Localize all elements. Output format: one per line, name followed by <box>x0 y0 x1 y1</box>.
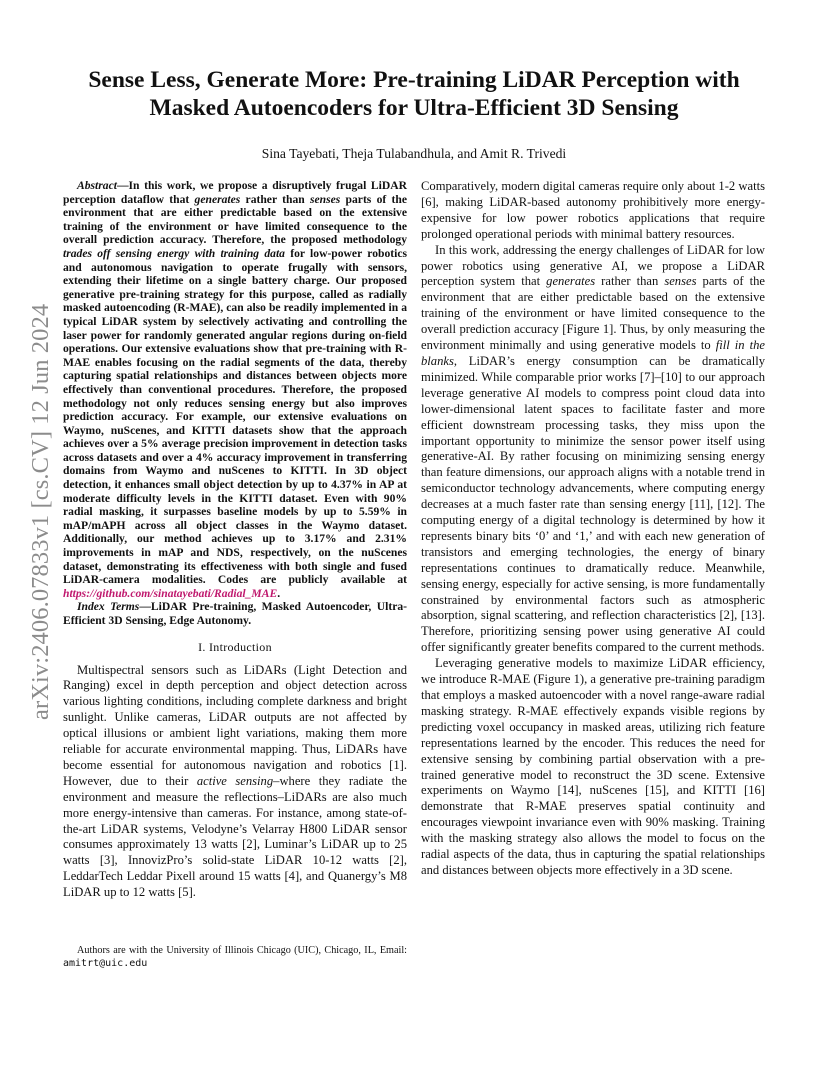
paper-title: Sense Less, Generate More: Pre-training LiDAR Perception with Masked Autoencoders for Ultra-Efficient 3D Sensing <box>88 67 740 121</box>
abstract-text: —In this work, we propose a disruptively frugal LiDAR perception dataflow that <box>63 179 407 206</box>
abstract <box>63 179 407 600</box>
abstract-emphasis: trades off sensing energy with training data <box>63 246 285 260</box>
intro-text: , LiDAR’s energy consumption can be dramatically minimized. While comparable prior works [7]–[10] to our approach leverage generative AI models to compress point cloud data into lower-dimensional latent spaces to facilitate faster and more efficient downstream processing tasks, they miss upon the important opportunity to minimize the sensor power itself using generative-AI. By rather focusing on minimizing sensing energy than feature dimensions, our approach aligns with a notable trend in semiconductor technology advancements, where computing energy decreases at a much faster rate than sensing energy [11], [12]. The computing energy of a digital technology is determined by how it represents binary bits ‘0’ and ‘1,’ and with each new generation of transistors and emerging technologies, the energy of binary representations continues to dramatically reduce. Meanwhile, sensing energy, especially for active sensing, is more fundamentally constrained by environmental factors such as atmospheric absorption, signal scattering, and reflection characteristics [2], [13]. Therefore, prioritizing sensing power using generative AI could offer significantly greater benefits compared to the current methods. <box>421 353 765 655</box>
left-column <box>63 179 407 901</box>
index-terms-label: Index Terms <box>77 600 140 614</box>
intro-paragraph-1 <box>63 663 407 902</box>
author-footnote <box>63 944 407 970</box>
intro-emphasis: generates <box>546 274 596 289</box>
arxiv-identifier-stamp: arXiv:2406.07833v1 [cs.CV] 12 Jun 2024 <box>27 303 54 720</box>
index-terms <box>63 600 407 627</box>
right-column <box>421 179 765 879</box>
intro-paragraph-2 <box>421 243 765 657</box>
abstract-text: rather than <box>240 192 310 206</box>
abstract-text: . <box>277 586 281 600</box>
abstract-emphasis: senses <box>310 192 341 206</box>
intro-emphasis: senses <box>664 274 697 289</box>
intro-text: –where they radiate the environment and measure the reflections–LiDARs are also much more energy-intensive than cameras. For instance, among state-of-the-art LiDAR systems, Velodyne’s Velarray H800 LiDAR sensor consumes approximately 13 watts [2], Luminar’s LiDAR up to 25 watts [3], InnovizPro’s solid-state LiDAR 10-12 watts [2], LeddarTech Leddar Pixell around 15 watts [4], and Quanergy’s M8 LiDAR up to 12 watts [5]. <box>63 773 408 900</box>
index-terms-text: —LiDAR Pre-training, Masked Autoencoder, Ultra-Efficient 3D Sensing, Edge Autonomy. <box>63 600 407 627</box>
intro-paragraph-1-continued: Comparatively, modern digital cameras require only about 1-2 watts [6], making LiDAR-based autonomy prohibitively more energy-expensive for low power robotics applications that require prolonged operational periods with minimal battery resources. <box>421 179 765 241</box>
section-heading: I. Introduction <box>198 639 272 654</box>
abstract-text: for low-power robotics and autonomous navigation to operate frugally with sensors, extending their lifetime on a single battery charge. Our proposed generative pre-training strategy for this purpose, called as radially masked autoencoding (R-MAE), can also be readily implemented in a typical LiDAR system by selectively activating and controlling the laser power for randomly generated angular regions during on-field operations. Our extensive evaluations show that pre-training with R-MAE enables focusing on the radial segments of the data, thereby capturing spatial relationships and distances between objects more effectively than conventional procedures. Therefore, the proposed methodology not only reduces sensing energy but also improves prediction accuracy. For example, our extensive evaluations on Waymo, nuScenes, and KITTI datasets show that the approach achieves over a 5% average precision improvement in detection tasks across datasets and over a 4% accuracy improvement in transferring domains from Waymo and nuScenes to KITTI. In 3D object detection, it enhances small object detection by up to 4.37% in AP at moderate difficulty levels in the KITTI dataset. Even with 90% radial masking, it surpasses baseline models by up to 5.59% in mAP/mAPH across all object classes in the Waymo dataset. Additionally, our method achieves up to 3.17% and 2.31% improvements in mAP and NDS, respectively, on the nuScenes dataset, demonstrating its effectiveness with both single and fused LiDAR-camera modalities. Codes are publicly available at <box>63 246 407 587</box>
intro-text: parts of the environment that are either predictable based on the extensive training of the environment or have limited consequence to the overall prediction accuracy [Figure 1]. Thus, by only measuring the environment minimally and using generative models to <box>421 274 765 353</box>
author-email: amitrt@uic.edu <box>63 958 148 969</box>
intro-text: rather than <box>595 274 665 289</box>
intro-text: In this work, addressing the energy challenges of LiDAR for low power robotics using generative AI, we propose a LiDAR perception system that <box>421 242 765 289</box>
intro-emphasis: fill in the blanks <box>421 338 765 368</box>
code-repository-link[interactable]: https://github.com/sinatayebati/Radial_MAE <box>63 586 278 600</box>
abstract-emphasis: generates <box>194 192 241 206</box>
paper-authors: Sina Tayebati, Theja Tulabandhula, and Amit R. Trivedi <box>261 146 567 161</box>
abstract-label: Abstract <box>77 179 117 192</box>
intro-paragraph-3: Leveraging generative models to maximize LiDAR efficiency, we introduce R-MAE (Figure 1), a generative pre-training paradigm that employs a masked autoencoder with a novel range-aware radial masking strategy. R-MAE effectively expands visible regions by predicting voxel occupancy in masked areas, utilizing rich feature representations learned by the encoder. This reduces the need for extensive sensing by combining partial observation with a pre-trained generative model to reconstruct the 3D scene. Extensive experiments on Waymo [14], nuScenes [15], and KITTI [16] demonstrate that R-MAE preserves spatial continuity and encourages viewpoint invariance even with 90% masking. Training with the masking strategy also allows the model to focus on the radial aspects of the data, thus in capturing the spatial relationships and distances between objects more effectively in a 3D scene. <box>421 656 765 877</box>
intro-text: Multispectral sensors such as LiDARs (Light Detection and Ranging) excel in depth perception and object detection across various lighting conditions, including complete darkness and bright sunlight. Unlike cameras, LiDAR outputs are not affected by optical illusions or ambient light variations, making them more reliable for accurate environmental mapping. Thus, LiDARs have become essential for autonomous navigation and robotics [1]. However, due to their <box>63 662 407 788</box>
footnote-text: Authors are with the University of Illinois Chicago (UIC), Chicago, IL, Email: <box>77 945 407 956</box>
intro-emphasis: active sensing <box>196 773 274 788</box>
abstract-text: parts of the environment that are either predictable based on the extensive training of the environment or have limited consequence to the overall prediction accuracy. Therefore, the proposed methodology <box>63 192 407 247</box>
